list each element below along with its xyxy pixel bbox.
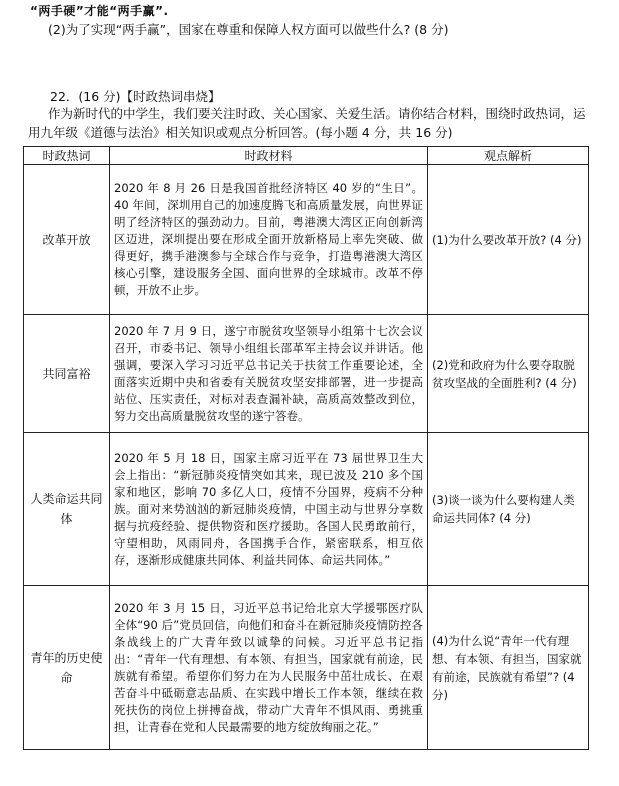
row-material: 2020 年 5 月 18 日，国家主席习近平在 73 届世界卫生大会上指出：“新冠肺炎疫情突如其来，现已波及 210 多个国家和地区，影响 70 多亿人口，疫情不分国界，疫病不分种族。面对来势汹汹的新冠肺炎疫情，中国主动与世界分享数据与抗疫经验、提供物资和医疗援助。各国人民勇敢前行，守望相助，风雨同舟，各国携手合作，紧密联系，相互依存，逐渐形成健康共同体、利益共同体、命运共同体。” xyxy=(110,433,428,586)
row-view: (2)党和政府为什么要夺取脱贫攻坚战的全面胜利? (4 分) xyxy=(428,315,589,433)
table-row xyxy=(24,586,589,750)
header-material: 时政材料 xyxy=(110,147,428,165)
table-row xyxy=(24,165,589,315)
row-material: 2020 年 8 月 26 日是我国首批经济特区 40 岁的“生日”。40 年间，深圳用自己的加速度腾飞和高质量发展，向世界证明了经济特区的强劲动力。目前，粤港澳大湾区正向创新湾区迈进，深圳提出要在形成全面开放新格局上率先突破、做得更好，携手港澳参与全球合作与竞争，打造粤港澳大湾区核心引擎，建设服务全国、面向世界的全球城市。改革不停顿，开放不止步。 xyxy=(110,165,428,315)
row-view: (3)谈一谈为什么要构建人类命运共同体? (4 分) xyxy=(428,433,589,586)
question-22-title: 22．(16 分)【时政热词串烧】 xyxy=(50,89,221,104)
row-term: 青年的历史使命 xyxy=(24,586,110,750)
header-view: 观点解析 xyxy=(428,147,589,165)
header-line-1: “两手硬”才能“两手赢”. xyxy=(30,4,169,18)
row-view: (1)为什么要改革开放? (4 分) xyxy=(428,165,589,315)
row-material: 2020 年 7 月 9 日，遂宁市脱贫攻坚领导小组第十七次会议召开，市委书记、领导小组组长邵革军主持会议并讲话。他强调，要深入学习习近平总书记关于扶贫工作重要论述，全面落实近期中央和省委有关脱贫攻坚安排部署，进一步提高站位、压实责任，对标对表查漏补缺，高质高效整改到位，努力交出高质量脱贫攻坚的遂宁答卷。 xyxy=(110,315,428,433)
row-term: 改革开放 xyxy=(24,165,110,315)
row-material: 2020 年 3 月 15 日，习近平总书记给北京大学援鄂医疗队全体“90 后”党员回信，向他们和奋斗在新冠肺炎疫情防控各条战线上的广大青年致以诚挚的问候。习近平总书记指出：“青年一代有理想、有本领、有担当，国家就有前途，民族就有希望。希望你们努力在为人民服务中茁壮成长、在艰苦奋斗中砥砺意志品质、在实践中增长工作本领，继续在救死扶伤的岗位上拼搏奋战，带动广大青年不惧风雨、勇挑重担，让青春在党和人民最需要的地方绽放绚丽之花。” xyxy=(110,586,428,750)
question-21-part-2: (2)为了实现“两手赢”，国家在尊重和保障人权方面可以做些什么? (8 分) xyxy=(48,22,449,37)
header-term: 时政热词 xyxy=(24,147,110,165)
row-term: 共同富裕 xyxy=(24,315,110,433)
question-22-intro: 作为新时代的中学生，我们要关注时政、关心国家、关爱生活。请你结合材料，围绕时政热词，运用九年级《道德与法治》相关知识或观点分析回答。(每小题 4 分，共 16 分) xyxy=(28,106,586,140)
table-row xyxy=(24,433,589,586)
row-term: 人类命运共同体 xyxy=(24,433,110,586)
table-header-row xyxy=(24,147,589,165)
table-row xyxy=(24,315,589,433)
hot-topics-table xyxy=(23,146,589,750)
row-view: (4)为什么说“青年一代有理想、有本领、有担当，国家就有前途，民族就有希望”? (4 分) xyxy=(428,586,589,750)
